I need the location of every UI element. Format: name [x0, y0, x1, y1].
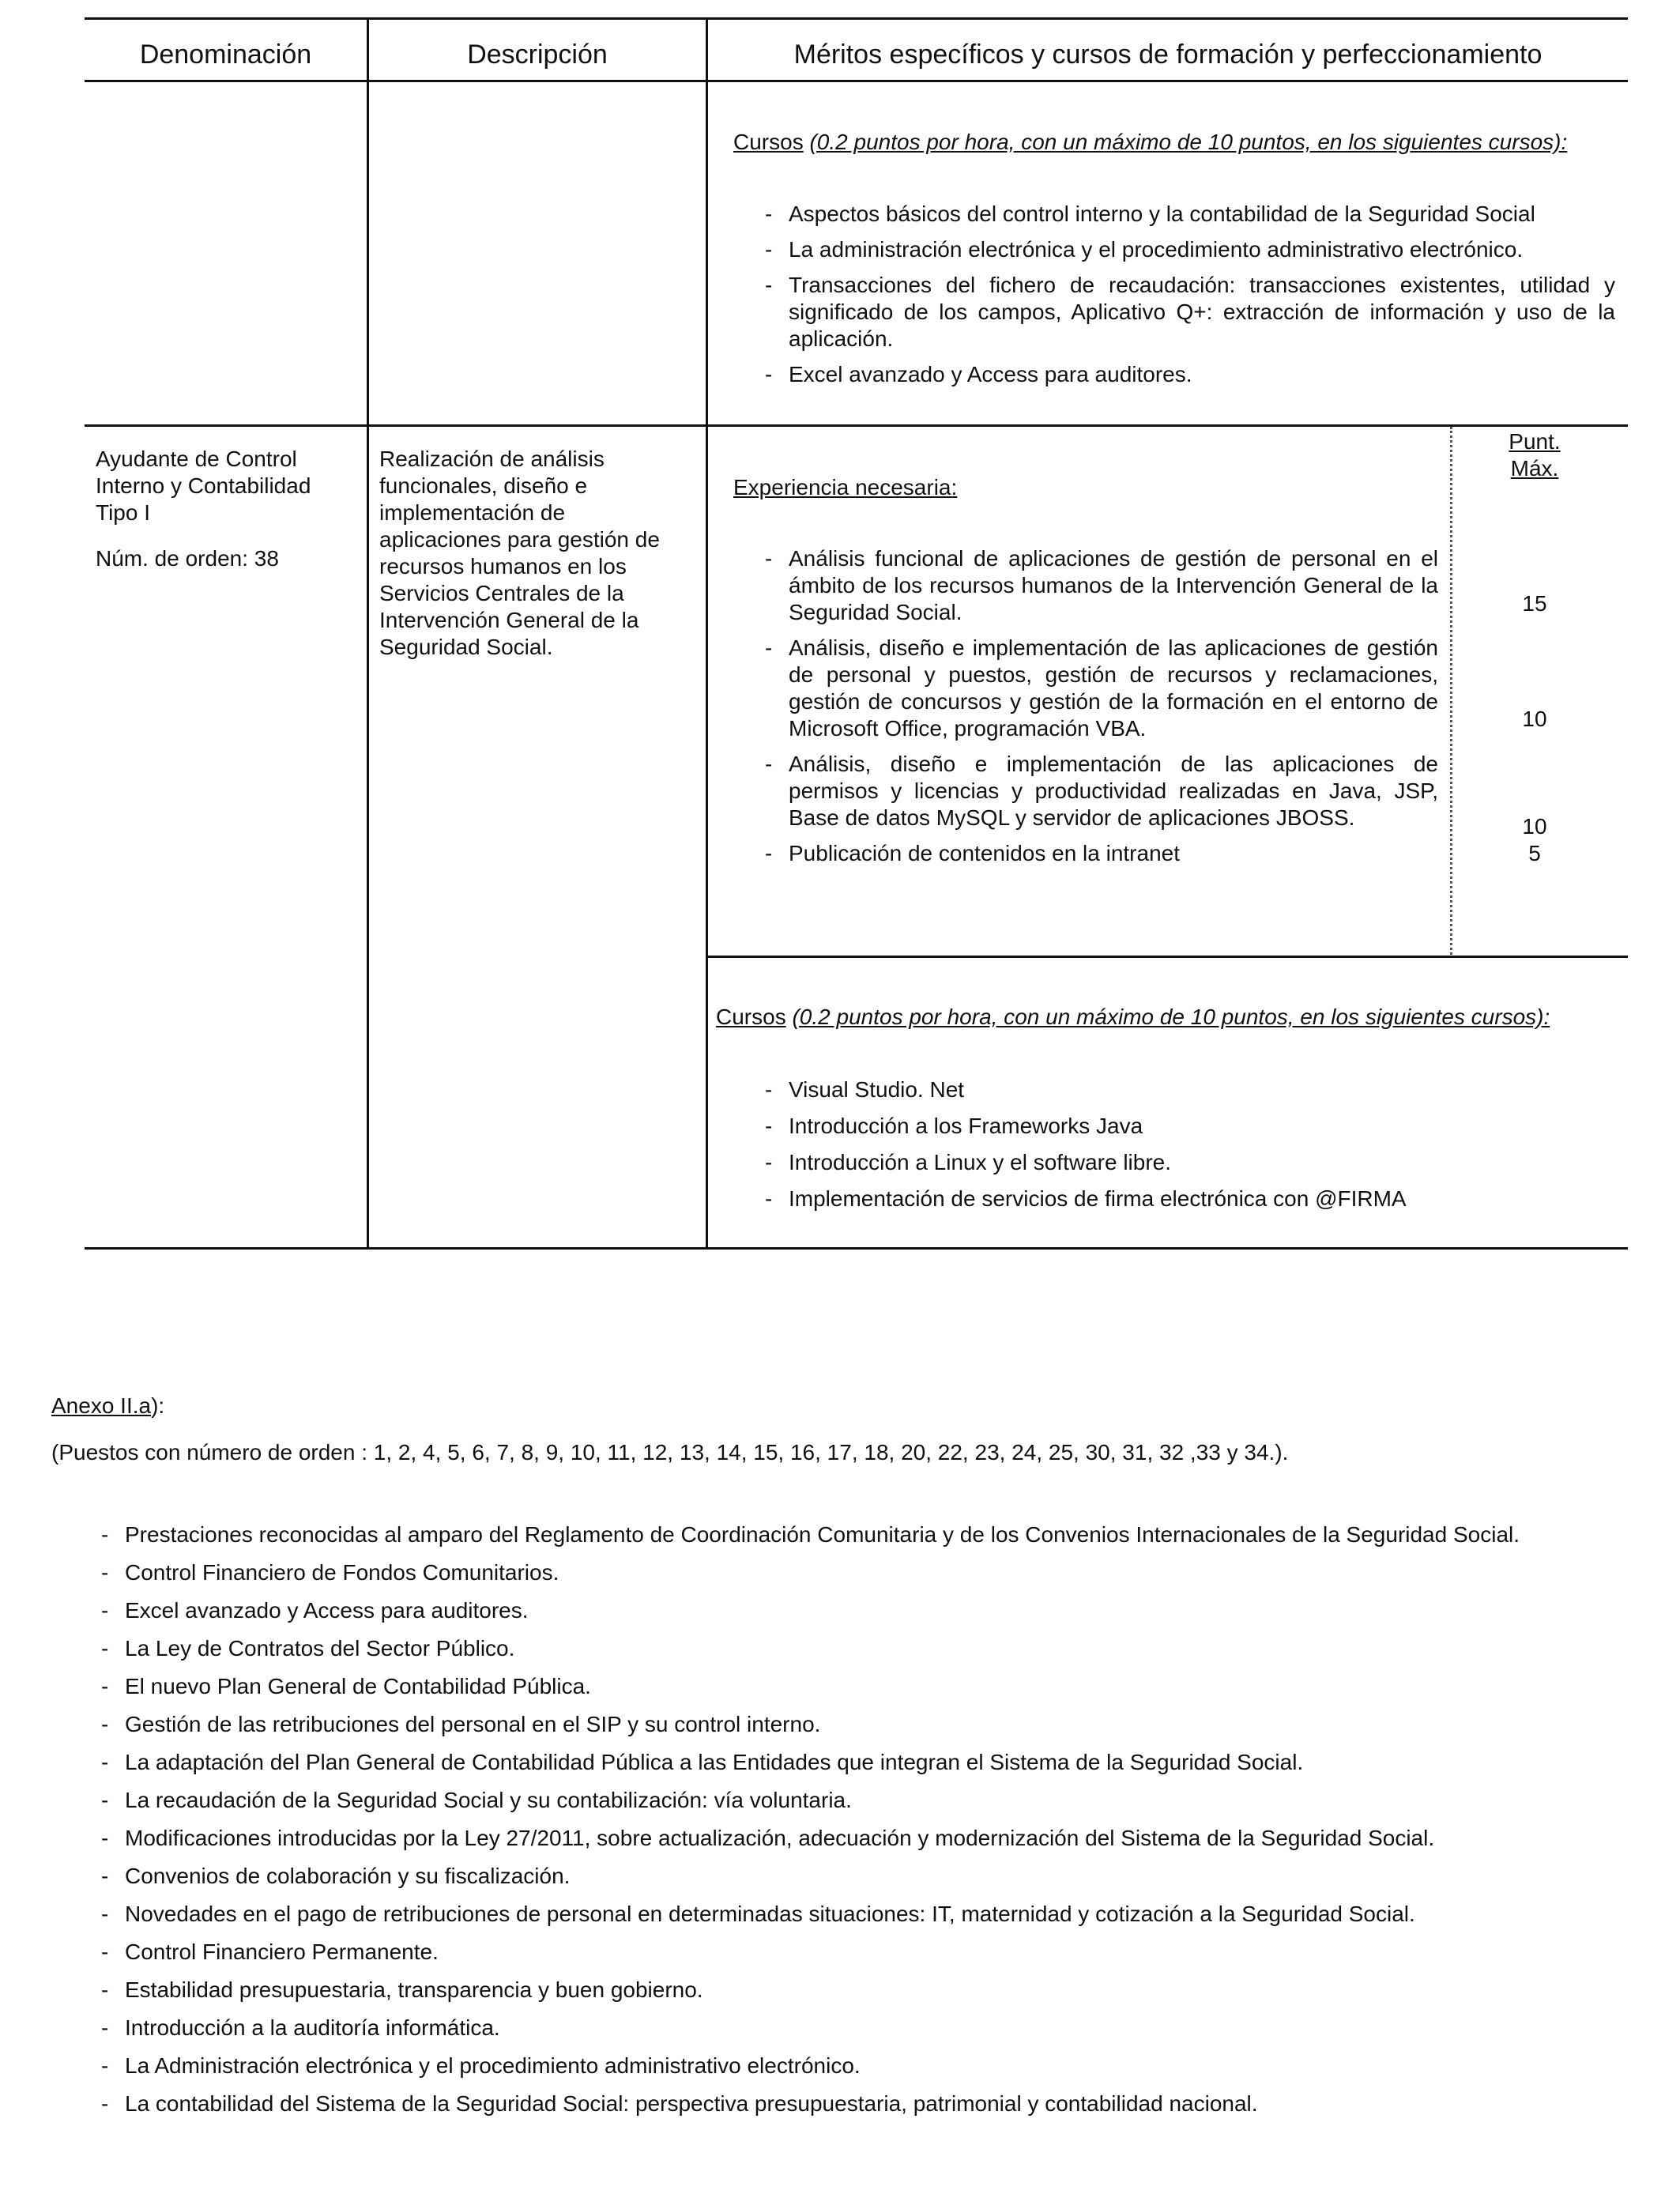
list-item: - Transacciones del fichero de recaudación: transacciones existentes, utilidad y significado de los campos, Aplicativo Q+: extracción de información y uso de la aplicación. — [765, 272, 1615, 352]
row2-descripcion: Realización de análisis funcionales, diseño e implementación de aplicaciones para gestión de recursos humanos en los Servicios Centrales de la Intervención General de la Seguridad Social. — [379, 447, 660, 659]
points-value: 10 — [1522, 814, 1547, 839]
table-header-rule — [85, 80, 1628, 82]
list-item: - El nuevo Plan General de Contabilidad Pública. — [101, 1673, 1549, 1700]
list-item: - Modificaciones introducidas por la Ley 27/2011, sobre actualización, adecuación y modernización del Sistema de la Seguridad Social. — [101, 1825, 1549, 1852]
header-descripcion: Descripción — [467, 40, 608, 70]
table-col-divider-1 — [367, 17, 369, 1249]
row2-cursos-heading — [716, 1004, 1617, 1031]
row2-denominacion: Ayudante de Control Interno y Contabilidad Tipo I — [96, 447, 311, 525]
punt-max-label-2: Máx. — [1510, 456, 1559, 481]
row1-cursos-detail: (0.2 puntos por hora, con un máximo de 10 puntos, en los siguientes cursos): — [809, 130, 1568, 154]
list-item: - Análisis, diseño e implementación de las aplicaciones de permisos y licencias y productividad realizadas en Java, JSP, Base de datos MySQL y servidor de aplicaciones JBOSS. — [765, 751, 1438, 831]
list-item: - Control Financiero de Fondos Comunitarios. — [101, 1559, 1549, 1586]
anexo-title — [51, 1393, 164, 1419]
punt-max-label-1: Punt. — [1509, 429, 1561, 454]
row1-cursos-heading — [733, 129, 1626, 156]
list-item: - Introducción a la auditoría informática. — [101, 2015, 1549, 2041]
anexo-list — [101, 1521, 1549, 2117]
header-meritos: Méritos específicos y cursos de formación y perfeccionamiento — [793, 40, 1543, 70]
list-item: - Novedades en el pago de retribuciones de personal en determinadas situaciones: IT, maternidad y cotización a la Seguridad Social. — [101, 1901, 1549, 1928]
table-top-rule — [85, 17, 1628, 20]
list-item: - Análisis, diseño e implementación de las aplicaciones de gestión de personal y puestos, gestión de recursos y reclamaciones, gestión de concursos y gestión de la formación en el entorno de Microsoft Office, programación VBA. — [765, 635, 1438, 742]
row2-cursos-label: Cursos — [716, 1005, 786, 1029]
list-item: - La Ley de Contratos del Sector Público. — [101, 1635, 1549, 1662]
list-item: - La Administración electrónica y el procedimiento administrativo electrónico. — [101, 2053, 1549, 2079]
row1-cursos-list — [765, 201, 1615, 388]
points-value: 10 — [1522, 707, 1547, 731]
header-denominacion: Denominación — [139, 40, 312, 70]
list-item: - Control Financiero Permanente. — [101, 1939, 1549, 1966]
experiencia-list — [765, 545, 1438, 867]
points-value: 15 — [1522, 591, 1547, 616]
list-item: - Implementación de servicios de firma electrónica con @FIRMA — [765, 1186, 1615, 1212]
list-item: - La adaptación del Plan General de Contabilidad Pública a las Entidades que integran el Sistema de la Seguridad Social. — [101, 1749, 1549, 1776]
list-item: - Aspectos básicos del control interno y la contabilidad de la Seguridad Social — [765, 201, 1615, 228]
anexo-title-label: Anexo II.a — [51, 1393, 152, 1418]
anexo-title-suffix: ): — [151, 1393, 165, 1418]
table-row-divider — [85, 424, 1628, 427]
list-item: - Visual Studio. Net — [765, 1076, 1615, 1103]
list-item: - La recaudación de la Seguridad Social y su contabilización: vía voluntaria. — [101, 1787, 1549, 1814]
list-item: - Prestaciones reconocidas al amparo del Reglamento de Coordinación Comunitaria y de los Convenios Internacionales de la Seguridad Social. — [101, 1521, 1549, 1548]
table-bottom-rule — [85, 1247, 1628, 1250]
row2-cursos-list — [765, 1076, 1615, 1212]
points-col-divider — [1450, 427, 1452, 955]
row2-num-orden: Núm. de orden: 38 — [96, 546, 279, 571]
list-item: - Estabilidad presupuestaria, transparencia y buen gobierno. — [101, 1977, 1549, 2004]
list-item: - Introducción a Linux y el software libre. — [765, 1149, 1615, 1176]
list-item: - La contabilidad del Sistema de la Seguridad Social: perspectiva presupuestaria, patrimonial y contabilidad nacional. — [101, 2090, 1549, 2117]
anexo-subtitle: (Puestos con número de orden : 1, 2, 4, 5, 6, 7, 8, 9, 10, 11, 12, 13, 14, 15, 16, 17, 18, 20, 22, 23, 24, 25, 30, 31, 32 ,33 y 34.). — [51, 1440, 1289, 1465]
list-item: - Excel avanzado y Access para auditores. — [101, 1597, 1549, 1624]
table-subcell-divider — [706, 956, 1628, 958]
points-value: 5 — [1528, 841, 1541, 865]
list-item: - Introducción a los Frameworks Java — [765, 1113, 1615, 1140]
list-item: - Publicación de contenidos en la intranet — [765, 840, 1438, 867]
list-item: - Excel avanzado y Access para auditores. — [765, 361, 1615, 388]
table-col-divider-2 — [706, 17, 708, 1249]
list-item: - La administración electrónica y el procedimiento administrativo electrónico. — [765, 236, 1615, 263]
list-item: - Gestión de las retribuciones del personal en el SIP y su control interno. — [101, 1711, 1549, 1738]
row2-cursos-detail: (0.2 puntos por hora, con un máximo de 10 puntos, en los siguientes cursos): — [792, 1005, 1550, 1029]
list-item: - Análisis funcional de aplicaciones de gestión de personal en el ámbito de los recursos humanos de la Intervención General de la Seguridad Social. — [765, 545, 1438, 626]
experiencia-heading: Experiencia necesaria: — [733, 475, 958, 499]
row1-cursos-label: Cursos — [733, 130, 804, 154]
list-item: - Convenios de colaboración y su fiscalización. — [101, 1863, 1549, 1890]
